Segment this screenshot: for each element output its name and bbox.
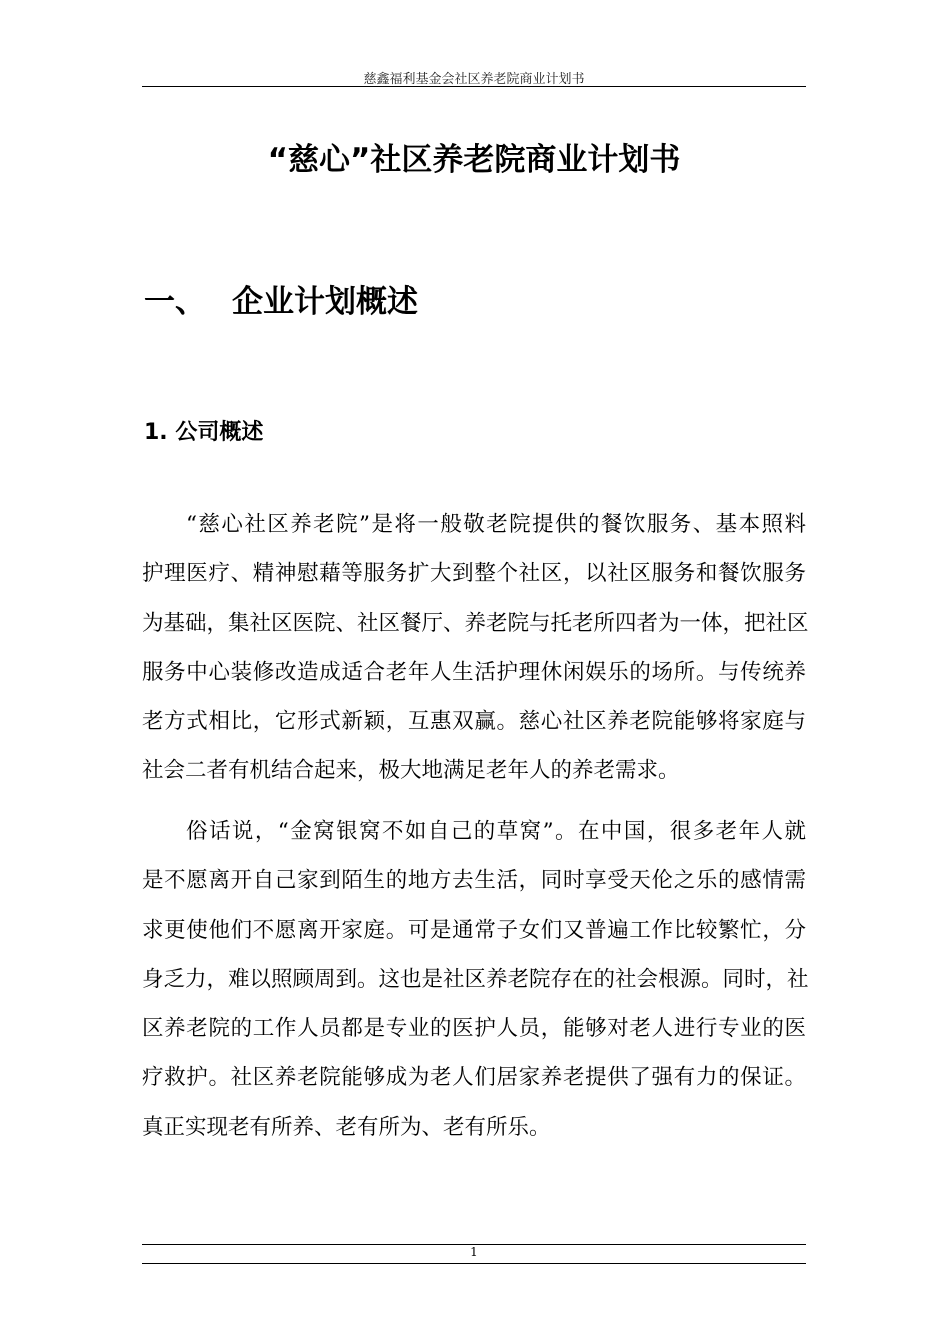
section-title: 企业计划概述 bbox=[232, 284, 418, 320]
paragraph-line: 求更使他们不愿离开家庭。可是通常子女们又普遍工作比较繁忙，分 bbox=[142, 917, 806, 943]
paragraph-line: 区养老院的工作人员都是专业的医护人员，能够对老人进行专业的医 bbox=[142, 1016, 806, 1042]
page-header: 慈鑫福利基金会社区养老院商业计划书 bbox=[363, 72, 585, 87]
section-number: 一、 bbox=[144, 284, 206, 320]
paragraph-line: 服务中心装修改造成适合老年人生活护理休闲娱乐的场所。与传统养 bbox=[142, 659, 806, 685]
subsection-heading: 1. 公司概述 bbox=[144, 420, 264, 445]
paragraph-1 bbox=[142, 500, 809, 796]
header-rule bbox=[142, 86, 806, 87]
paragraph-line: 俗话说，“金窝银窝不如自己的草窝”。在中国，很多老年人就 bbox=[186, 819, 806, 844]
paragraph-line: 真正实现老有所养、老有所为、老有所乐。 bbox=[142, 1114, 551, 1140]
paragraph-line: 是不愿离开自己家到陌生的地方去生活，同时享受天伦之乐的感情需 bbox=[142, 868, 806, 894]
footer-rule-bottom bbox=[142, 1263, 806, 1264]
paragraph-line: 疗救护。社区养老院能够成为老人们居家养老提供了强有力的保证。 bbox=[142, 1065, 806, 1091]
section-heading bbox=[144, 276, 418, 321]
paragraph-line: “慈心社区养老院”是将一般敬老院提供的餐饮服务、基本照料 bbox=[186, 512, 806, 537]
paragraph-line: 为基础，集社区医院、社区餐厅、养老院与托老所四者为一体，把社区 bbox=[142, 610, 809, 636]
paragraph-line: 社会二者有机结合起来，极大地满足老年人的养老需求。 bbox=[142, 758, 680, 784]
paragraph-line: 护理医疗、精神慰藉等服务扩大到整个社区，以社区服务和餐饮服务 bbox=[142, 561, 806, 587]
page-number: 1 bbox=[470, 1245, 478, 1259]
document-title: “慈心”社区养老院商业计划书 bbox=[267, 142, 681, 178]
paragraph-2 bbox=[142, 807, 809, 1152]
paragraph-line: 身乏力，难以照顾周到。这也是社区养老院存在的社会根源。同时，社 bbox=[142, 966, 809, 992]
paragraph-line: 老方式相比，它形式新颖，互惠双赢。慈心社区养老院能够将家庭与 bbox=[142, 709, 806, 735]
